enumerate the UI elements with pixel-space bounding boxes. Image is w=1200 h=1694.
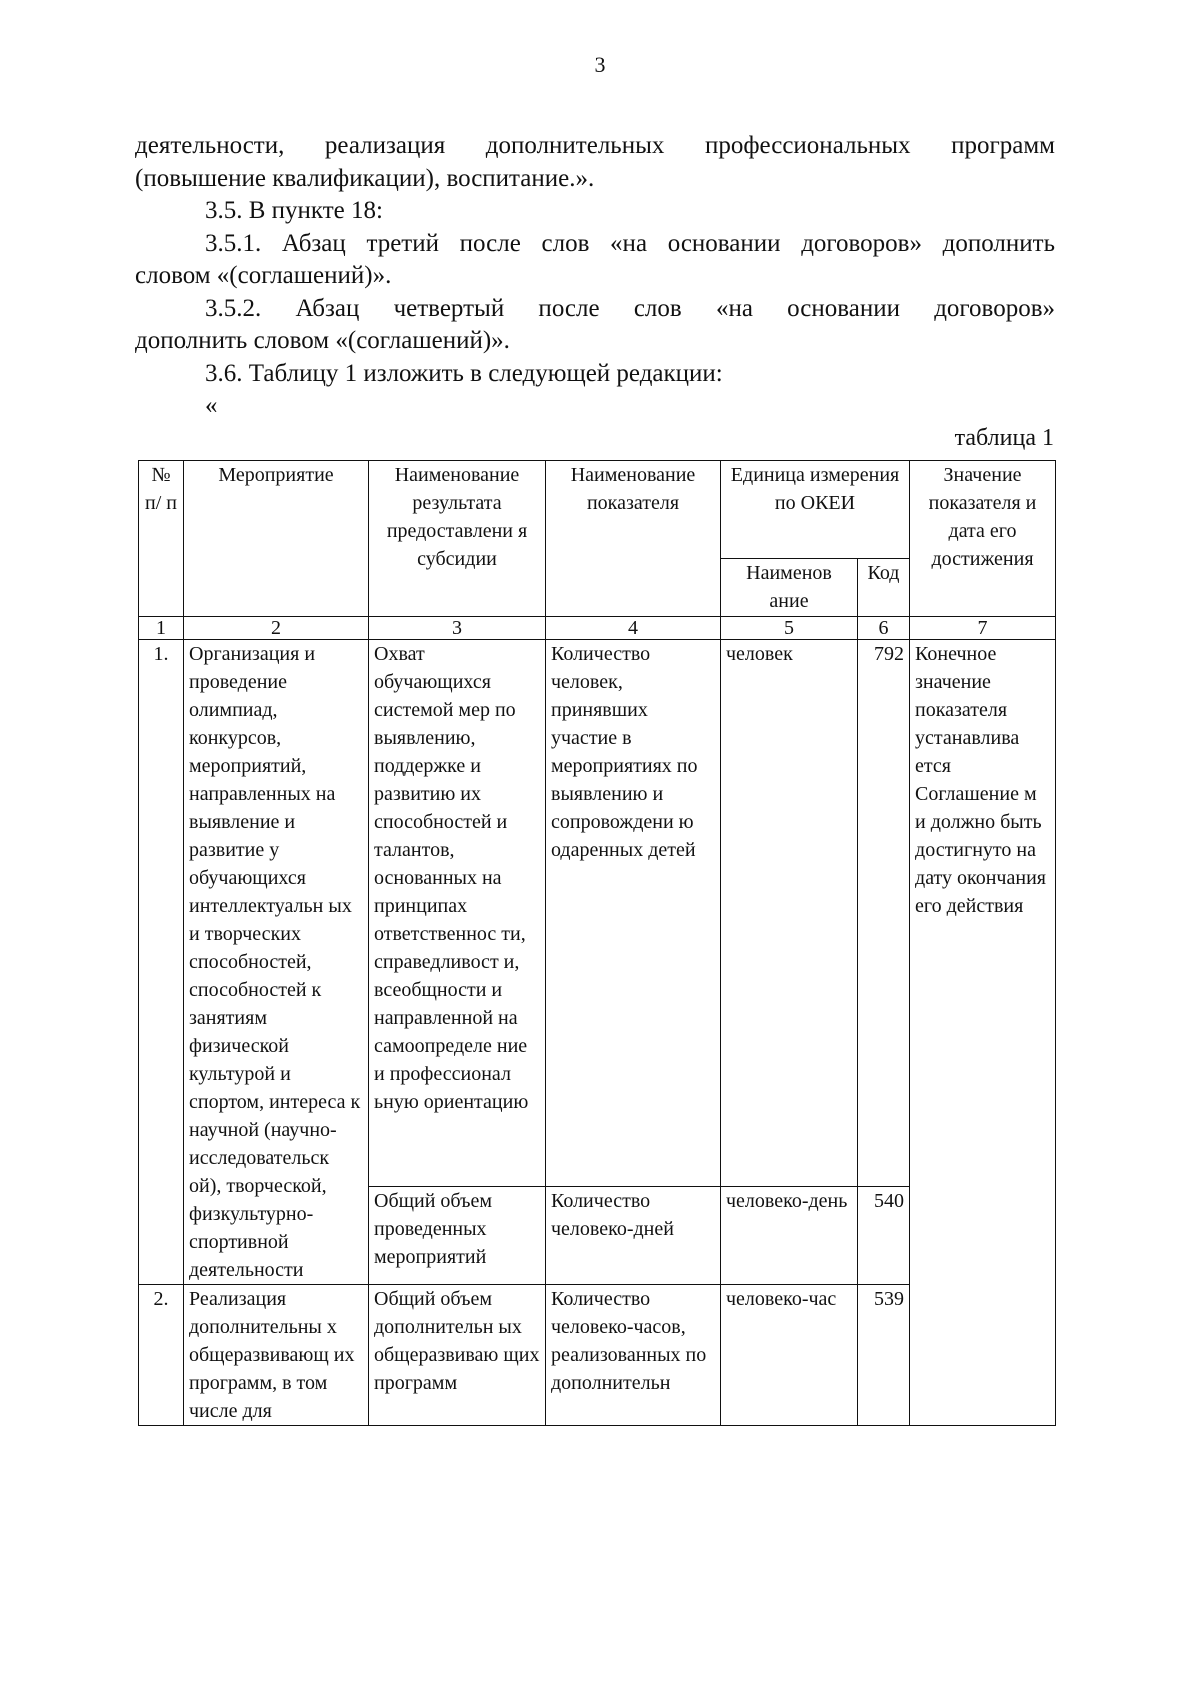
column-number: 6 bbox=[858, 617, 910, 640]
column-number: 7 bbox=[910, 617, 1056, 640]
paragraph: 3.5. В пункте 18: bbox=[205, 197, 383, 224]
indicator-cell: Количество человек, принявших участие в мероприятиях по выявлению и сопровождени ю одаренных детей bbox=[546, 640, 721, 1187]
paragraph: 3.6. Таблицу 1 изложить в следующей редакции: bbox=[205, 359, 723, 387]
header-value: Значение показателя и дата его достижения bbox=[910, 461, 1056, 617]
unit-code-cell: 540 bbox=[858, 1187, 910, 1285]
value-cell: Конечное значение показателя устанавлива ется Соглашение м и должно быть достигнуто на дату окончания его действия bbox=[910, 640, 1056, 1426]
paragraph: « bbox=[205, 392, 218, 419]
paragraph: дополнить словом «(соглашений)». bbox=[135, 327, 510, 354]
unit-code-cell: 539 bbox=[858, 1285, 910, 1426]
header-unit-name: Наименов ание bbox=[721, 559, 858, 617]
header-unit-code: Код bbox=[858, 559, 910, 617]
result-cell: Охват обучающихся системой мер по выявлению, поддержке и развитию их способностей и талантов, основанных на принципах ответственнос ти, справедливост и, всеобщности и направленной на самоопределе ние и профессионал ьную ориентацию bbox=[369, 640, 546, 1187]
unit-code-cell: 792 bbox=[858, 640, 910, 1187]
column-number: 3 bbox=[369, 617, 546, 640]
column-number: 4 bbox=[546, 617, 721, 640]
row-number: 1. bbox=[139, 640, 184, 1285]
result-cell: Общий объем дополнительн ых общеразвиваю щих программ bbox=[369, 1285, 546, 1426]
unit-name-cell: человеко-час bbox=[721, 1285, 858, 1426]
event-cell: Реализация дополнительны х общеразвивающ их программ, в том числе для bbox=[184, 1285, 369, 1426]
paragraph: (повышение квалификации), воспитание.». bbox=[135, 164, 595, 192]
header-num: № п/ п bbox=[139, 461, 184, 617]
header-event: Мероприятие bbox=[184, 461, 369, 617]
result-cell: Общий объем проведенных мероприятий bbox=[369, 1187, 546, 1285]
row-number: 2. bbox=[139, 1285, 184, 1426]
event-cell: Организация и проведение олимпиад, конкурсов, мероприятий, направленных на выявление и развитие у обучающихся интеллектуальн ых и творческих способностей, способностей к занятиям физической культурой и спортом, интереса к научной (научно-исследовательск ой), творческой, физкультурно-спортивной деятельности bbox=[184, 640, 369, 1285]
unit-name-cell: человек bbox=[721, 640, 858, 1187]
paragraph: 3.5.1. Абзац третий после слов «на основании договоров» дополнить bbox=[205, 229, 1055, 257]
paragraph: словом «(соглашений)». bbox=[135, 262, 392, 289]
indicator-cell: Количество человеко-дней bbox=[546, 1187, 721, 1285]
indicators-table bbox=[138, 460, 1056, 1426]
table-caption: таблица 1 bbox=[954, 425, 1054, 451]
header-unit-group: Единица измерения по ОКЕИ bbox=[721, 461, 910, 559]
column-number: 1 bbox=[139, 617, 184, 640]
column-number: 5 bbox=[721, 617, 858, 640]
indicator-cell: Количество человеко-часов, реализованных по дополнительн bbox=[546, 1285, 721, 1426]
paragraph: деятельности, реализация дополнительных профессиональных программ bbox=[135, 132, 1055, 159]
table-row bbox=[139, 640, 1056, 1187]
header-indicator: Наименование показателя bbox=[546, 461, 721, 617]
paragraph: 3.5.2. Абзац четвертый после слов «на основании договоров» bbox=[205, 294, 1055, 322]
page-number: 3 bbox=[594, 52, 606, 77]
unit-name-cell: человеко-день bbox=[721, 1187, 858, 1285]
header-result: Наименование результата предоставлени я субсидии bbox=[369, 461, 546, 617]
column-number: 2 bbox=[184, 617, 369, 640]
body-text bbox=[135, 130, 1055, 423]
